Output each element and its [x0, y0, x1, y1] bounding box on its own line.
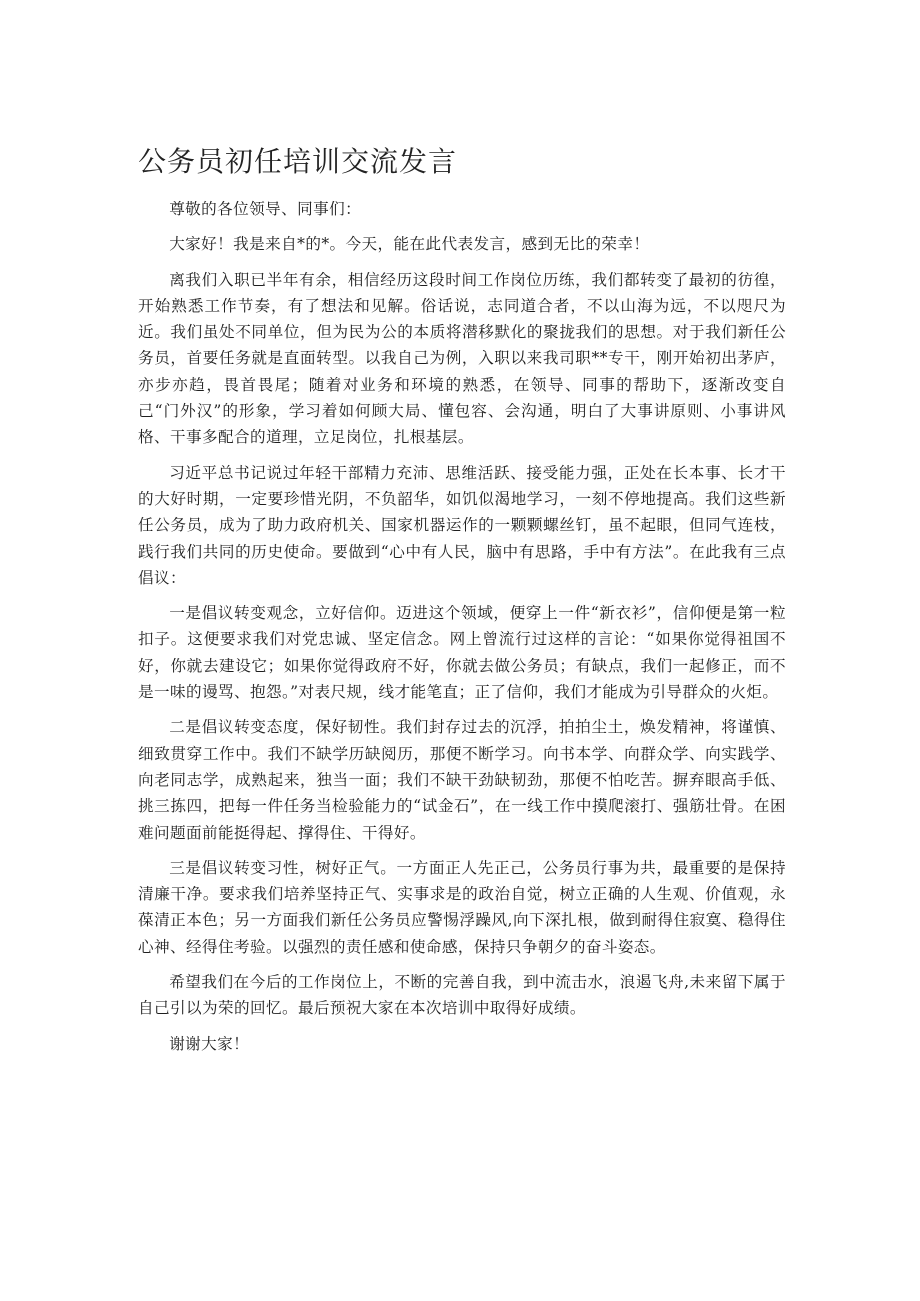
paragraph-proposal-2: 二是倡议转变态度，保好韧性。我们封存过去的沉浮，拍拍尘土，焕发精神，将谨慎、细致贯穿工作中。我们不缺学历缺阅历，那便不断学习。向书本学、向群众学、向实践学、向老同志学，成熟起来，独当一面；我们不缺干劲缺韧劲，那便不怕吃苦。摒弃眼高手低、挑三拣四，把每一件任务当检验能力的“试金石”，在一线工作中摸爬滚打、强筋壮骨。在困难问题面前能挺得起、撑得住、干得好。	[138, 718, 786, 842]
document-title: 公务员初任培训交流发言	[138, 145, 458, 178]
greeting: 尊敬的各位领导、同事们：	[169, 200, 362, 218]
paragraph: 习近平总书记说过年轻干部精力充沛、思维活跃、接受能力强，正处在长本事、长才干的大好时期，一定要珍惜光阴，不负韶华，如饥似渴地学习，一刻不停地提高。我们这些新任公务员，成为了助力政府机关、国家机器运作的一颗颗螺丝钉，虽不起眼，但同气连枝，践行我们共同的历史使命。要做到“心中有人民，脑中有思路，手中有方法”。在此我有三点倡议：	[138, 463, 786, 587]
paragraph: 离我们入职已半年有余，相信经历这段时间工作岗位历练，我们都转变了最初的彷徨，开始熟悉工作节奏，有了想法和见解。俗话说，志同道合者，不以山海为远，不以咫尺为近。我们虽处不同单位，但为民为公的本质将潜移默化的聚拢我们的思想。对于我们新任公务员，首要任务就是直面转型。以我自己为例，入职以来我司职**专干，刚开始初出茅庐，亦步亦趋，畏首畏尾；随着对业务和环境的熟悉，在领导、同事的帮助下，逐渐改变自己“门外汉”的形象，学习着如何顾大局、懂包容、会沟通，明白了大事讲原则、小事讲风格、干事多配合的道理，立足岗位，扎根基层。	[138, 270, 786, 447]
paragraph-proposal-3: 三是倡议转变习性，树好正气。一方面正人先正己，公务员行事为共，最重要的是保持清廉干净。要求我们培养坚持正气、实事求是的政治自觉，树立正确的人生观、价值观，永葆清正本色；另一方面我们新任公务员应警惕浮躁风,向下深扎根，做到耐得住寂寞、稳得住心神、经得住考验。以强烈的责任感和使命感，保持只争朝夕的奋斗姿态。	[138, 858, 786, 956]
paragraph-proposal-1: 一是倡议转变观念，立好信仰。迈进这个领域，便穿上一件“新衣衫”，信仰便是第一粒扣子。这便要求我们对党忠诚、坚定信念。网上曾流行过这样的言论：“如果你觉得祖国不好，你就去建设它；如果你觉得政府不好，你就去做公务员；有缺点，我们一起修正，而不是一味的谩骂、抱怨。”对表尺规，线才能笔直；正了信仰，我们才能成为引导群众的火炬。	[138, 604, 786, 702]
document-body	[138, 196, 786, 1066]
paragraph-opening: 大家好！我是来自*的*。今天，能在此代表发言，感到无比的荣幸！	[169, 235, 650, 254]
paragraph-thanks: 谢谢大家！	[169, 1034, 250, 1053]
paragraph-closing: 希望我们在今后的工作岗位上，不断的完善自我，到中流击水，浪遏飞舟,未来留下属于自己引以为荣的回忆。最后预祝大家在本次培训中取得好成绩。	[138, 973, 786, 1018]
